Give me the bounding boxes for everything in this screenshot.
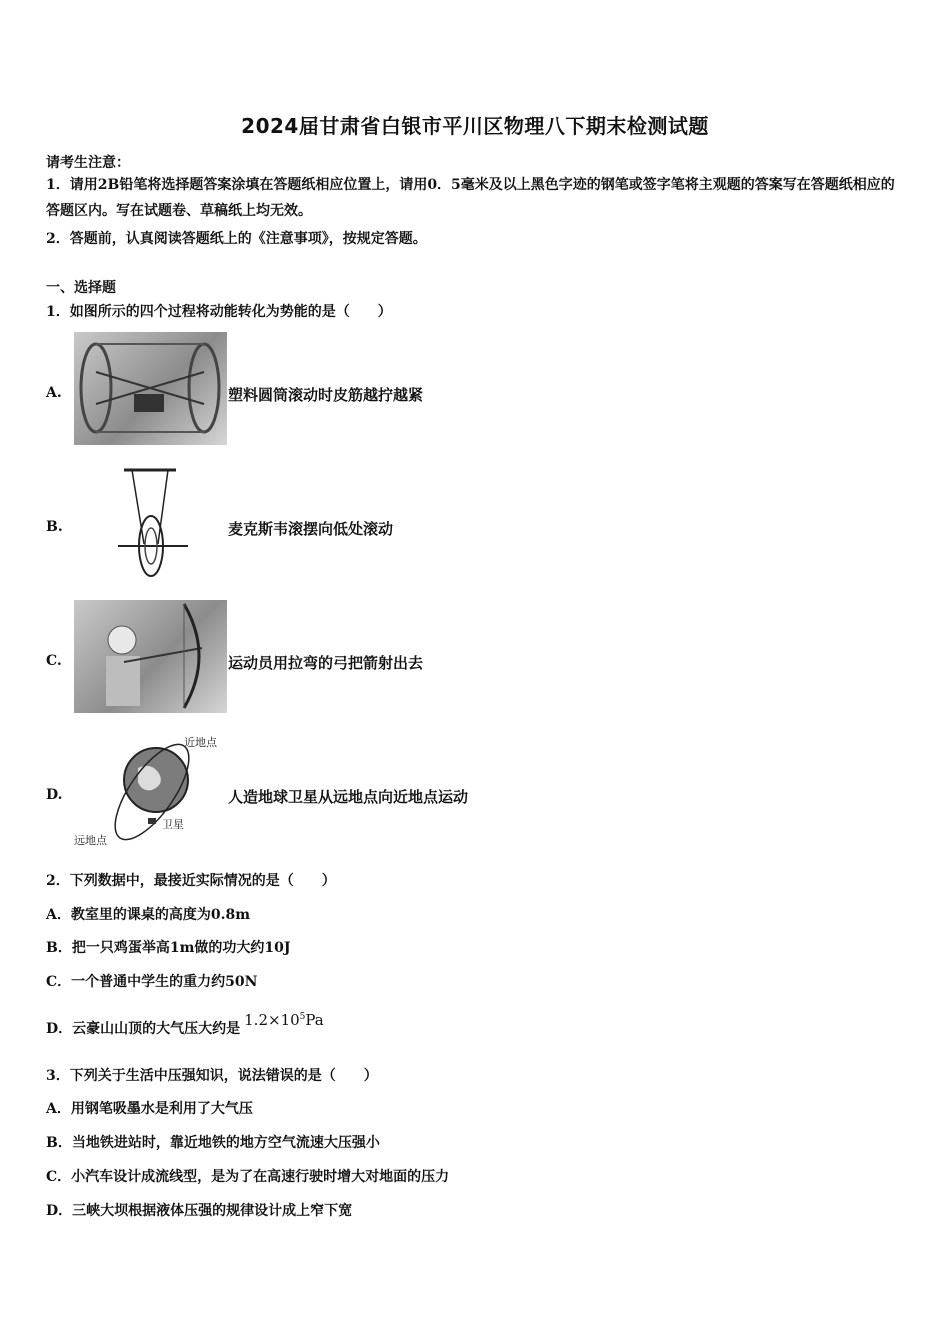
satellite-orbit-diagram (72, 732, 232, 850)
q2-option-a: A．教室里的课桌的高度为0.8m (46, 907, 251, 923)
question-3-stem: 3．下列关于生活中压强知识，说法错误的是（ ） (46, 1068, 378, 1084)
q1-option-c-letter: C. (46, 653, 62, 669)
q1-option-a-letter: A. (46, 385, 62, 401)
q1-option-d-text: 人造地球卫星从远地点向近地点运动 (228, 788, 469, 806)
q3-option-a: A．用钢笔吸墨水是利用了大气压 (46, 1101, 253, 1117)
q2-option-d (46, 1011, 324, 1038)
question-1-stem: 1．如图所示的四个过程将动能转化为势能的是（ ） (46, 304, 392, 320)
q1-option-a-text: 塑料圆筒滚动时皮筋越拧越紧 (228, 386, 424, 404)
notice-item-1: 1．请用2B铅笔将选择题答案涂填在答题纸相应位置上，请用0．5毫米及以上黑色字迹的钢笔或签字笔将主观题的答案写在答题纸相应的答题区内。写在试题卷、草稿纸上均无效。 (46, 177, 895, 219)
q2-option-d-text: D．云豪山山顶的大气压大约是 (46, 1021, 241, 1037)
question-2-stem: 2．下列数据中，最接近实际情况的是（ ） (46, 873, 336, 889)
archer-image (74, 600, 227, 713)
q2-option-b: B．把一只鸡蛋举高1m做的功大约10J (46, 940, 291, 956)
satellite-label: 卫星 (162, 818, 184, 831)
maxwell-wheel-image (114, 466, 194, 581)
q1-option-b-letter: B. (46, 519, 63, 535)
q1-option-d-letter: D. (46, 787, 63, 803)
q3-option-b: B．当地铁进站时，靠近地铁的地方空气流速大压强小 (46, 1135, 380, 1151)
q1-option-b-text: 麦克斯韦滚摆向低处滚动 (228, 520, 394, 538)
page-title: 2024届甘肃省白银市平川区物理八下期末检测试题 (241, 114, 709, 138)
q1-option-c-text: 运动员用拉弯的弓把箭射出去 (228, 654, 424, 672)
perigee-label: 近地点 (184, 736, 217, 749)
notice-heading: 请考生注意： (46, 155, 130, 171)
q2-option-c: C．一个普通中学生的重力约50N (46, 974, 258, 990)
section-heading: 一、选择题 (46, 280, 116, 296)
q3-option-d: D．三峡大坝根据液体压强的规律设计成上窄下宽 (46, 1203, 353, 1219)
notice-item-2: 2．答题前，认真阅读答题纸上的《注意事项》，按规定答题。 (46, 231, 427, 247)
pressure-formula: $1.2\times 10^5Pa$ (244, 1011, 324, 1029)
rolling-cylinder-image (74, 332, 227, 445)
q3-option-c: C．小汽车设计成流线型，是为了在高速行驶时增大对地面的压力 (46, 1169, 450, 1185)
apogee-label: 远地点 (74, 834, 107, 847)
